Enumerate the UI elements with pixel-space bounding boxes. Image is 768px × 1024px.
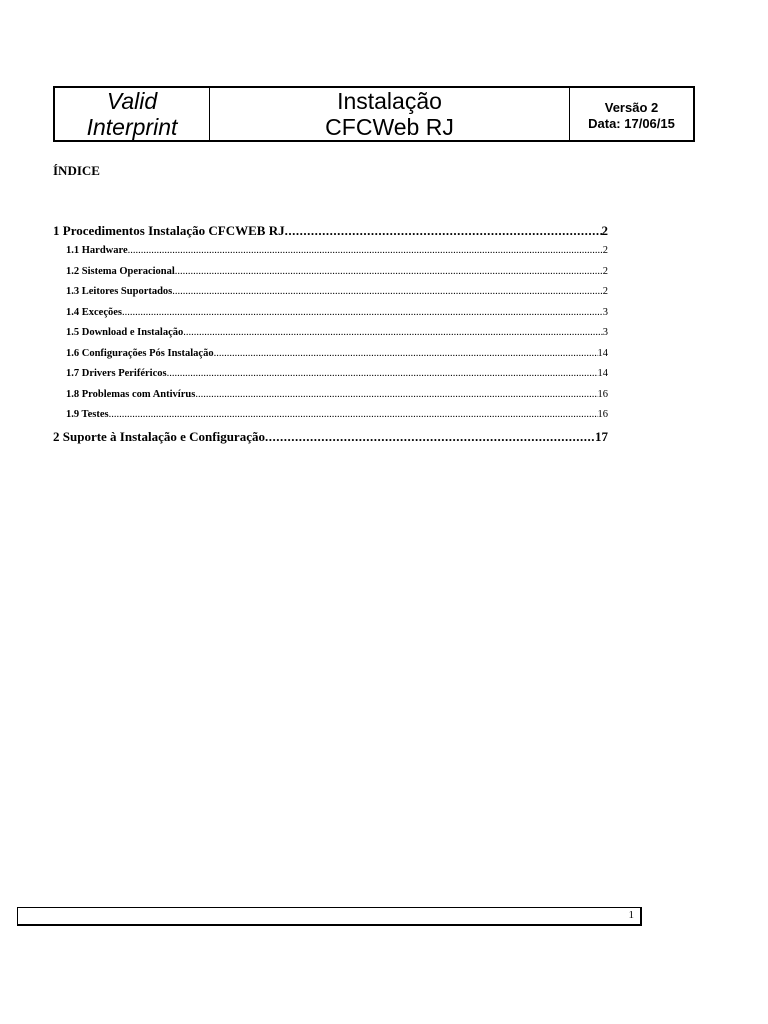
toc-entry-1-2[interactable] bbox=[53, 262, 608, 283]
toc-entry-text: 1.1 Hardware bbox=[66, 245, 128, 256]
toc-leader bbox=[122, 303, 603, 324]
toc-entry-1-6[interactable] bbox=[53, 344, 608, 365]
toc-entry-1-8[interactable] bbox=[53, 385, 608, 406]
toc-entry-page: 2 bbox=[602, 286, 608, 297]
toc-entry-1-4[interactable] bbox=[53, 303, 608, 324]
table-of-contents bbox=[53, 220, 608, 447]
toc-entry-1-7[interactable] bbox=[53, 364, 608, 385]
toc-entry-1-9[interactable] bbox=[53, 405, 608, 426]
company-name-line1: Valid bbox=[106, 88, 158, 114]
toc-entry-1-5[interactable] bbox=[53, 323, 608, 344]
toc-entry-page: 2 bbox=[602, 245, 608, 256]
toc-entry-page: 2 bbox=[602, 265, 608, 277]
version-cell bbox=[570, 88, 693, 140]
toc-entry-page: 14 bbox=[597, 368, 608, 379]
toc-entry-1-1[interactable] bbox=[53, 241, 608, 262]
document-title-line1: Instalação bbox=[337, 88, 442, 114]
toc-entry-page: 17 bbox=[595, 428, 608, 444]
toc-leader bbox=[128, 241, 603, 262]
index-title: ÍNDICE bbox=[53, 163, 100, 178]
page-number: 1 bbox=[628, 909, 634, 921]
toc-entry-text: 1.7 Drivers Periféricos bbox=[66, 368, 167, 379]
page-footer bbox=[17, 907, 642, 926]
toc-leader bbox=[195, 385, 597, 406]
toc-entry-text: 1.6 Configurações Pós Instalação bbox=[66, 347, 214, 359]
toc-leader bbox=[285, 220, 602, 241]
toc-leader bbox=[172, 282, 602, 303]
toc-entry-text: 1.4 Exceções bbox=[66, 306, 122, 318]
toc-leader bbox=[265, 426, 595, 447]
toc-entry-page: 3 bbox=[602, 306, 608, 318]
toc-entry-text: 1.8 Problemas com Antivírus bbox=[66, 388, 196, 400]
company-name-line2: Interprint bbox=[86, 114, 178, 140]
toc-entry-2[interactable] bbox=[53, 426, 608, 447]
toc-leader bbox=[183, 323, 602, 344]
toc-entry-1-3[interactable] bbox=[53, 282, 608, 303]
title-cell bbox=[210, 88, 570, 140]
toc-entry-text: 1.2 Sistema Operacional bbox=[66, 265, 175, 277]
toc-entry-text: 1 Procedimentos Instalação CFCWEB RJ bbox=[53, 223, 285, 238]
toc-entry-page: 16 bbox=[597, 388, 608, 400]
document-header bbox=[53, 86, 695, 142]
toc-entry-text: 2 Suporte à Instalação e Configuração bbox=[53, 428, 265, 444]
toc-entry-page: 14 bbox=[597, 347, 608, 359]
toc-leader bbox=[167, 364, 598, 385]
toc-entry-page: 16 bbox=[597, 409, 608, 420]
toc-entry-page: 2 bbox=[601, 223, 608, 238]
date-label: Data: 17/06/15 bbox=[588, 116, 675, 131]
document-title-line2: CFCWeb RJ bbox=[325, 114, 454, 140]
version-label: Versão 2 bbox=[604, 100, 659, 115]
toc-entry-1[interactable] bbox=[53, 220, 608, 241]
toc-entry-page: 3 bbox=[602, 327, 608, 338]
toc-entry-text: 1.9 Testes bbox=[66, 409, 109, 420]
toc-entry-text: 1.3 Leitores Suportados bbox=[66, 286, 173, 297]
toc-entry-text: 1.5 Download e Instalação bbox=[66, 327, 184, 338]
toc-leader bbox=[214, 344, 598, 365]
company-cell bbox=[55, 88, 210, 140]
toc-leader bbox=[109, 405, 598, 426]
toc-leader bbox=[175, 262, 603, 283]
